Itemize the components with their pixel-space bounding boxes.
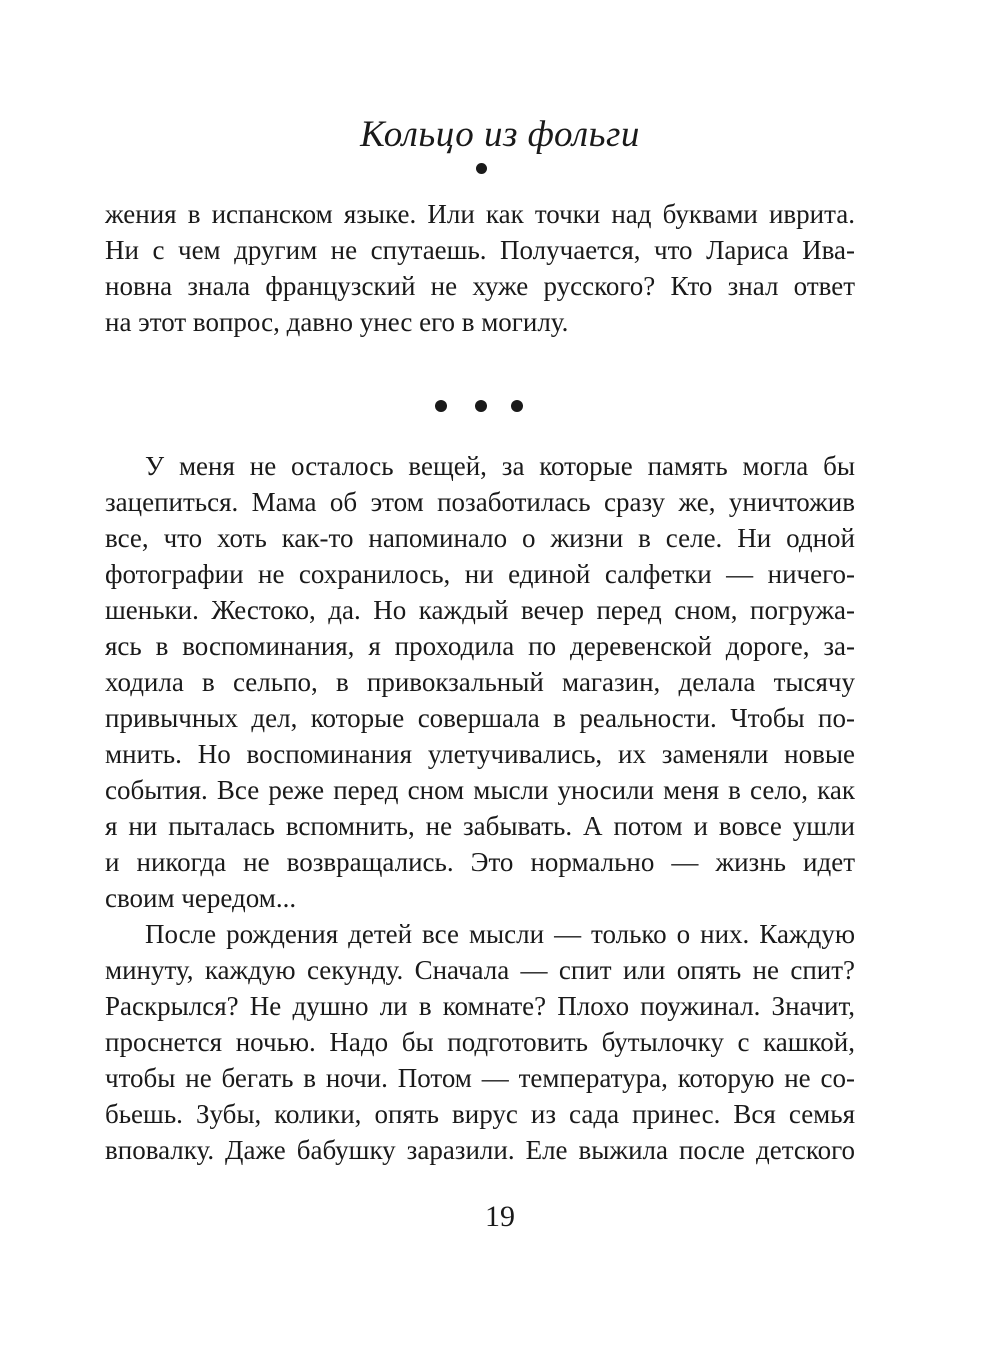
text-line: жения в испанском языке. Или как точки над буквами иврита. <box>105 199 855 229</box>
text-line: Раскрылся? Не душно ли в комнате? Плохо поужинал. Значит, <box>105 991 855 1021</box>
text-line: я ни пыталась вспомнить, не забывать. А потом и вовсе ушли <box>105 811 855 841</box>
text-line: У меня не осталось вещей, за которые память могла бы <box>145 451 855 481</box>
text-line: ясь в воспоминания, я проходила по деревенской дороге, за- <box>105 631 855 661</box>
separator-dot <box>511 400 523 412</box>
text-line: ходила в сельпо, в привокзальный магазин, делала тысячу <box>105 667 855 697</box>
text-line: мнить. Но воспоминания улетучивались, их заменяли новые <box>105 739 855 769</box>
paragraph <box>105 448 855 916</box>
text-line: новна знала французский не хуже русского? Кто знал ответ <box>105 271 855 301</box>
section-separator <box>0 400 1000 414</box>
paragraph-continuation <box>105 196 855 340</box>
paragraph <box>105 916 855 1168</box>
text-line: и никогда не возвращались. Это нормально — жизнь идет <box>105 847 855 877</box>
text-line: своим чередом... <box>105 883 297 913</box>
text-line: шеньки. Жестоко, да. Но каждый вечер перед сном, погружа- <box>105 595 855 625</box>
text-line: зацепиться. Мама об этом позаботилась сразу же, уничтожив <box>105 487 855 517</box>
text-line: события. Все реже перед сном мысли уносили меня в село, как <box>105 775 855 805</box>
text-line: все, что хоть как-то напоминало о жизни в селе. Ни одной <box>105 523 855 553</box>
page-number: 19 <box>485 1200 515 1233</box>
running-head: Кольцо из фольги <box>360 114 640 155</box>
text-line: минуту, каждую секунду. Сначала — спит или опять не спит? <box>105 955 855 985</box>
text-line: вповалку. Даже бабушку заразили. Еле выжила после детского <box>105 1135 855 1165</box>
ornament-dot <box>476 163 487 174</box>
text-line: привычных дел, которые совершала в реальности. Чтобы по- <box>105 703 855 733</box>
separator-dot <box>475 400 487 412</box>
separator-dot <box>435 400 447 412</box>
text-line: бьешь. Зубы, колики, опять вирус из сада принес. Вся семья <box>105 1099 855 1129</box>
text-line: чтобы не бегать в ночи. Потом — температура, которую не со- <box>105 1063 855 1093</box>
text-line: После рождения детей все мысли — только о них. Каждую <box>145 919 855 949</box>
text-line: проснется ночью. Надо бы подготовить бутылочку с кашкой, <box>105 1027 855 1057</box>
text-line: фотографии не сохранилось, ни единой салфетки — ничего- <box>105 559 855 589</box>
text-line: на этот вопрос, давно унес его в могилу. <box>105 307 569 337</box>
text-line: Ни с чем другим не спутаешь. Получается, что Лариса Ива- <box>105 235 855 265</box>
